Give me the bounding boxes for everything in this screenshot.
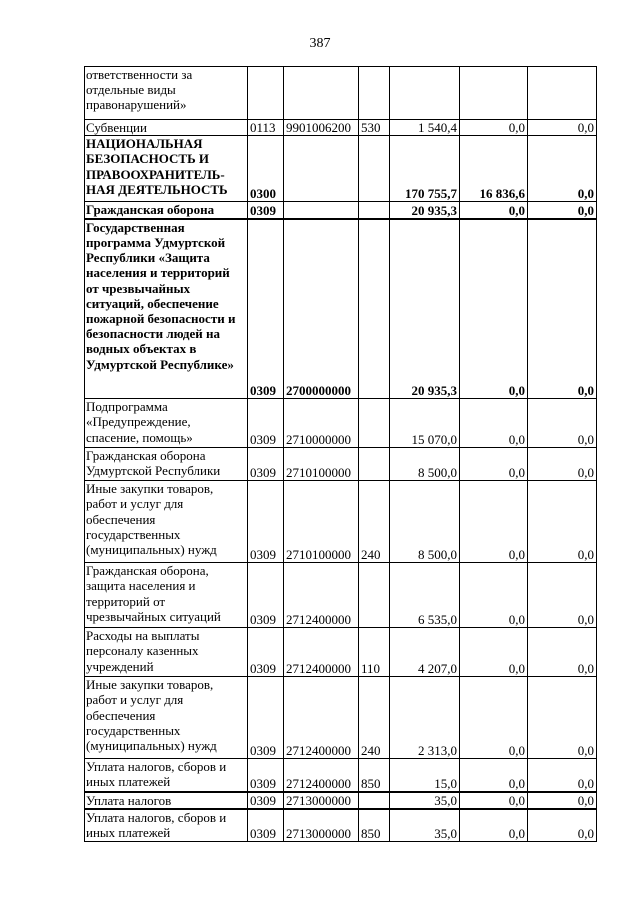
- section-code: 0309: [248, 563, 284, 628]
- expense-type-code: [359, 219, 390, 399]
- amount-2: 0,0: [460, 628, 528, 677]
- row-name: ответственности за отдельные виды правонарушений»: [85, 67, 248, 120]
- expense-type-code: 240: [359, 481, 390, 563]
- amount-1: 20 935,3: [390, 202, 460, 219]
- expense-type-code: [359, 202, 390, 219]
- amount-1: 8 500,0: [390, 448, 460, 481]
- section-code: 0113: [248, 120, 284, 136]
- table-row: [85, 677, 597, 759]
- expense-type-code: 240: [359, 677, 390, 759]
- expense-type-code: [359, 563, 390, 628]
- amount-3: 0,0: [528, 628, 597, 677]
- section-code: 0300: [248, 136, 284, 202]
- target-article-code: 9901006200: [284, 120, 359, 136]
- row-name: Уплата налогов, сборов и иных платежей: [85, 809, 248, 842]
- target-article-code: 2713000000: [284, 809, 359, 842]
- amount-3: [528, 67, 597, 120]
- expense-type-code: 850: [359, 759, 390, 792]
- table-row: [85, 202, 597, 219]
- expense-type-code: [359, 399, 390, 448]
- expense-type-code: 530: [359, 120, 390, 136]
- table-row: [85, 448, 597, 481]
- section-code: 0309: [248, 202, 284, 219]
- amount-1: 1 540,4: [390, 120, 460, 136]
- table-row: [85, 563, 597, 628]
- amount-1: 15,0: [390, 759, 460, 792]
- expense-type-code: [359, 136, 390, 202]
- section-code: 0309: [248, 809, 284, 842]
- amount-3: 0,0: [528, 563, 597, 628]
- expense-type-code: 850: [359, 809, 390, 842]
- section-code: [248, 67, 284, 120]
- target-article-code: 2710100000: [284, 448, 359, 481]
- expense-type-code: [359, 448, 390, 481]
- section-code: 0309: [248, 481, 284, 563]
- amount-3: 0,0: [528, 202, 597, 219]
- amount-2: 0,0: [460, 809, 528, 842]
- expense-type-code: [359, 792, 390, 809]
- amount-1: 20 935,3: [390, 219, 460, 399]
- amount-3: 0,0: [528, 809, 597, 842]
- target-article-code: 2712400000: [284, 677, 359, 759]
- target-article-code: 2710100000: [284, 481, 359, 563]
- amount-3: 0,0: [528, 219, 597, 399]
- amount-2: 0,0: [460, 120, 528, 136]
- row-name: Государственная программа Удмуртской Республики «Защита населения и территорий от чрезвычайных ситуаций, обеспечение пожарной безопасности и безопасности людей на водных объектах в Удмуртской Республике»: [85, 219, 248, 399]
- amount-1: 2 313,0: [390, 677, 460, 759]
- table-row: [85, 481, 597, 563]
- expense-type-code: 110: [359, 628, 390, 677]
- expense-type-code: [359, 67, 390, 120]
- row-name: Гражданская оборона Удмуртской Республики: [85, 448, 248, 481]
- target-article-code: 2710000000: [284, 399, 359, 448]
- table-row: [85, 628, 597, 677]
- amount-3: 0,0: [528, 481, 597, 563]
- amount-2: 0,0: [460, 202, 528, 219]
- amount-1: 35,0: [390, 792, 460, 809]
- target-article-code: [284, 67, 359, 120]
- table-row: [85, 67, 597, 120]
- target-article-code: 2712400000: [284, 759, 359, 792]
- amount-2: 0,0: [460, 759, 528, 792]
- amount-2: 0,0: [460, 481, 528, 563]
- table-row: [85, 399, 597, 448]
- amount-2: 0,0: [460, 448, 528, 481]
- row-name: Расходы на выплаты персоналу казенных учреждений: [85, 628, 248, 677]
- target-article-code: [284, 202, 359, 219]
- target-article-code: 2700000000: [284, 219, 359, 399]
- amount-2: 0,0: [460, 219, 528, 399]
- table-row: [85, 759, 597, 792]
- amount-2: [460, 67, 528, 120]
- amount-3: 0,0: [528, 399, 597, 448]
- section-code: 0309: [248, 219, 284, 399]
- row-name: Иные закупки товаров, работ и услуг для обеспечения государственных (муниципальных) нужд: [85, 481, 248, 563]
- amount-1: 4 207,0: [390, 628, 460, 677]
- amount-1: 35,0: [390, 809, 460, 842]
- table-row: [85, 120, 597, 136]
- amount-3: 0,0: [528, 792, 597, 809]
- amount-3: 0,0: [528, 677, 597, 759]
- row-name: Гражданская оборона: [85, 202, 248, 219]
- amount-3: 0,0: [528, 120, 597, 136]
- amount-3: 0,0: [528, 136, 597, 202]
- section-code: 0309: [248, 448, 284, 481]
- amount-1: 8 500,0: [390, 481, 460, 563]
- row-name: НАЦИОНАЛЬНАЯ БЕЗОПАСНОСТЬ И ПРАВООХРАНИТЕЛЬ-НАЯ ДЕЯТЕЛЬНОСТЬ: [85, 136, 248, 202]
- section-code: 0309: [248, 759, 284, 792]
- budget-table: [84, 66, 597, 842]
- target-article-code: 2712400000: [284, 563, 359, 628]
- amount-3: 0,0: [528, 759, 597, 792]
- table-row: [85, 792, 597, 809]
- amount-1: [390, 67, 460, 120]
- table-row: [85, 136, 597, 202]
- section-code: 0309: [248, 628, 284, 677]
- target-article-code: 2712400000: [284, 628, 359, 677]
- amount-2: 16 836,6: [460, 136, 528, 202]
- row-name: Уплата налогов, сборов и иных платежей: [85, 759, 248, 792]
- amount-1: 15 070,0: [390, 399, 460, 448]
- row-name: Уплата налогов: [85, 792, 248, 809]
- section-code: 0309: [248, 792, 284, 809]
- target-article-code: [284, 136, 359, 202]
- target-article-code: 2713000000: [284, 792, 359, 809]
- amount-1: 170 755,7: [390, 136, 460, 202]
- section-code: 0309: [248, 399, 284, 448]
- table-row: [85, 809, 597, 842]
- row-name: Субвенции: [85, 120, 248, 136]
- amount-3: 0,0: [528, 448, 597, 481]
- row-name: Иные закупки товаров, работ и услуг для обеспечения государственных (муниципальных) нужд: [85, 677, 248, 759]
- section-code: 0309: [248, 677, 284, 759]
- page-number: 387: [309, 36, 331, 51]
- amount-2: 0,0: [460, 563, 528, 628]
- amount-2: 0,0: [460, 399, 528, 448]
- amount-1: 6 535,0: [390, 563, 460, 628]
- row-name: Подпрограмма «Предупреждение, спасение, помощь»: [85, 399, 248, 448]
- row-name: Гражданская оборона, защита населения и территорий от чрезвычайных ситуаций: [85, 563, 248, 628]
- amount-2: 0,0: [460, 792, 528, 809]
- amount-2: 0,0: [460, 677, 528, 759]
- table-row: [85, 219, 597, 399]
